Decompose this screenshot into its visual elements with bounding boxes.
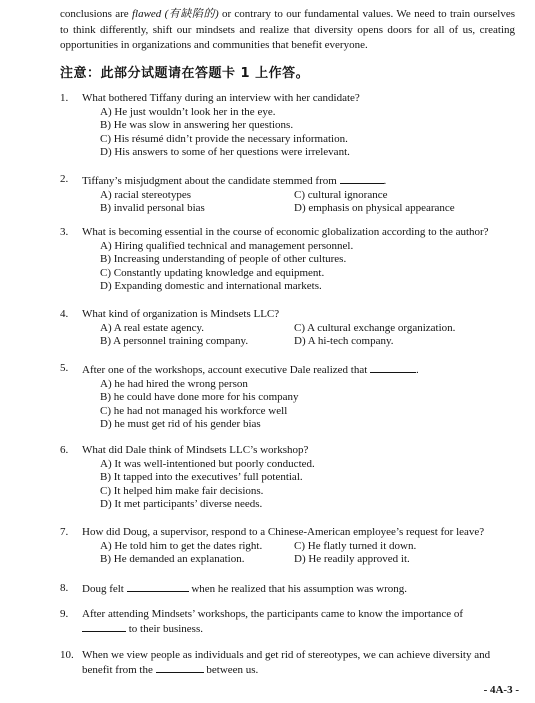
- page-number: - 4A-3 -: [483, 684, 519, 696]
- question-stem-continuation: benefit from the between us.: [82, 664, 259, 676]
- option-c: C) His résumé didn’t provide the necessary information.: [100, 132, 348, 145]
- option-b: B) He was slow in answering her questions.: [100, 119, 294, 131]
- question-9: [60, 607, 520, 636]
- question-2: [60, 173, 520, 216]
- question-stem-continuation: to their business.: [82, 621, 520, 636]
- option-d: D) A hi-tech company.: [294, 335, 394, 347]
- option-c: C) he had not managed his workforce well: [100, 404, 288, 417]
- question-number: 6.: [60, 444, 69, 456]
- question-number: 3.: [60, 226, 69, 238]
- answer-sheet-instruction: 注意：此部分试题请在答题卡 1 上作答。: [60, 66, 310, 81]
- option-d: D) emphasis on physical appearance: [294, 202, 455, 214]
- option-d: D) Expanding domestic and international markets.: [100, 280, 322, 292]
- option-d: D) His answers to some of her questions were irrelevant.: [100, 146, 350, 158]
- question-stem: After one of the workshops, account executive Dale realized that .: [82, 364, 419, 376]
- answer-blank: [370, 362, 416, 373]
- question-number: 4.: [60, 308, 69, 320]
- option-d: D) he must get rid of his gender bias: [100, 418, 261, 430]
- question-number: 10.: [60, 649, 74, 661]
- answer-blank: [127, 581, 189, 592]
- answer-blank: [82, 621, 126, 632]
- question-number: 8.: [60, 582, 69, 594]
- question-number: 5.: [60, 362, 69, 374]
- question-stem: After attending Mindsets’ workshops, the participants came to know the importance of: [82, 608, 464, 620]
- question-number: 2.: [60, 173, 69, 185]
- question-stem: When we view people as individuals and get rid of stereotypes, we can achieve diversity and: [82, 649, 491, 661]
- question-stem: What bothered Tiffany during an interview with her candidate?: [82, 92, 360, 104]
- option-c: C) It helped him make fair decisions.: [100, 484, 264, 497]
- option-a: A) Hiring qualified technical and management personnel.: [100, 239, 354, 252]
- question-3: [60, 226, 520, 294]
- question-5: [60, 362, 520, 432]
- option-d: D) It met participants’ diverse needs.: [100, 498, 263, 510]
- question-stem: What is becoming essential in the course of economic globalization according to the author?: [82, 226, 489, 238]
- option-b: B) invalid personal bias: [100, 202, 205, 214]
- answer-blank: [340, 173, 384, 184]
- question-4: [60, 308, 520, 349]
- question-stem: What kind of organization is Mindsets LLC?: [82, 308, 280, 320]
- option-b: B) Increasing understanding of people of other cultures.: [100, 253, 347, 265]
- option-b: B) He demanded an explanation.: [100, 553, 245, 565]
- question-stem: Tiffany’s misjudgment about the candidate stemmed from .: [82, 175, 387, 187]
- option-c: C) He flatly turned it down.: [294, 539, 417, 552]
- question-6: [60, 444, 520, 512]
- question-8: [60, 581, 520, 596]
- option-a: A) It was well-intentioned but poorly conducted.: [100, 457, 315, 470]
- option-a: A) A real estate agency.: [100, 321, 205, 334]
- option-a: A) racial stereotypes: [100, 188, 192, 201]
- question-stem: What did Dale think of Mindsets LLC’s workshop?: [82, 444, 309, 456]
- question-10: [60, 648, 520, 677]
- passage-italic-word: flawed (有缺陷的): [131, 8, 219, 20]
- option-a: A) He just wouldn’t look her in the eye.: [100, 105, 276, 118]
- option-d: D) He readily approved it.: [294, 553, 410, 565]
- option-c: C) A cultural exchange organization.: [294, 321, 456, 334]
- passage-conclusion: conclusions are flawed (有缺陷的) or contrary to our fundamental values. We need to train ourselves to think differently, shift our mindsets and realize that diversity opens doors for all of us, creating opportunities in organizations and communities that benefit everyone.: [60, 8, 515, 51]
- option-c: C) cultural ignorance: [294, 188, 388, 201]
- question-number: 1.: [60, 92, 69, 104]
- option-c: C) Constantly updating knowledge and equipment.: [100, 266, 325, 279]
- answer-blank: [156, 662, 204, 673]
- option-a: A) He told him to get the dates right.: [100, 539, 263, 552]
- option-a: A) he had hired the wrong person: [100, 377, 248, 390]
- option-b: B) he could have done more for his company: [100, 391, 299, 403]
- question-number: 9.: [60, 608, 69, 620]
- question-stem: Doug felt when he realized that his assumption was wrong.: [82, 583, 408, 595]
- question-1: [60, 92, 520, 160]
- question-stem: How did Doug, a supervisor, respond to a Chinese-American employee’s request for leave?: [82, 526, 485, 538]
- option-b: B) It tapped into the executives’ full potential.: [100, 471, 303, 483]
- option-b: B) A personnel training company.: [100, 335, 249, 347]
- question-7: [60, 526, 520, 567]
- question-number: 7.: [60, 526, 69, 538]
